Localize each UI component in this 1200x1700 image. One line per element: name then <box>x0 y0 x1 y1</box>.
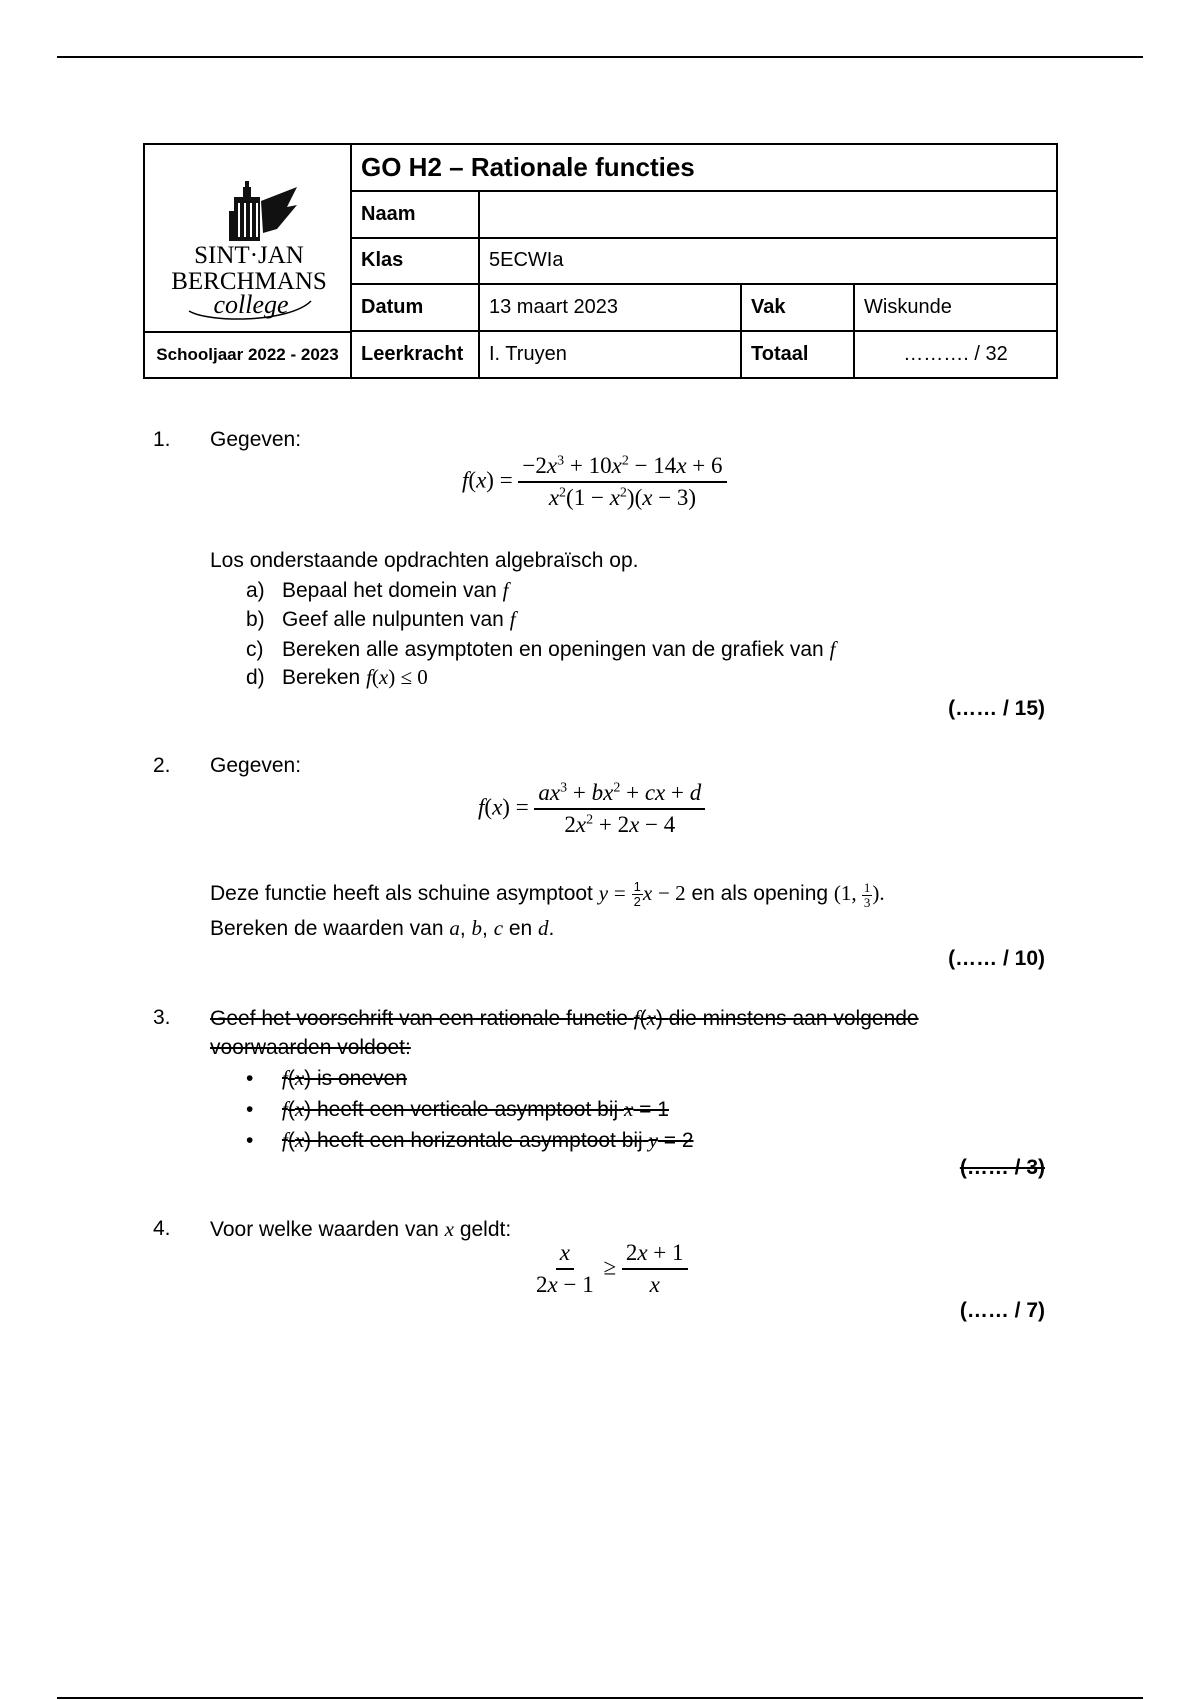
q4-score[interactable]: (…… / 7) <box>959 1299 1045 1322</box>
school-logo-cell <box>144 144 351 378</box>
q2-line2: Bereken de waarden van a, b, c en d. <box>210 916 555 940</box>
naam-field[interactable] <box>479 191 1057 238</box>
leerkracht-value: I. Truyen <box>479 331 741 378</box>
school-year: Schooljaar 2022 - 2023 <box>145 331 350 377</box>
q2-number: 2. <box>153 754 171 777</box>
vak-value: Wiskunde <box>854 284 1057 331</box>
q1-item-c: c) Bereken alle asymptoten en openingen van de grafiek van f <box>246 637 836 661</box>
q1-intro: Gegeven: <box>210 428 302 451</box>
q3-line1: Geef het voorschrift van een rationale functie f(x) die minstens aan volgende <box>210 1006 919 1030</box>
svg-text:BERCHMANS: BERCHMANS <box>171 268 327 295</box>
q1-instruction: Los onderstaande opdrachten algebraïsch op. <box>210 549 639 572</box>
datum-label: Datum <box>351 284 479 331</box>
q4-inequality: $\frac{x}{2x - 1}$ ≥ $\frac{2x + 1}{x}$ <box>532 1240 688 1298</box>
q3-bullet-1: • f(x) is oneven <box>246 1066 407 1090</box>
leerkracht-label: Leerkracht <box>351 331 479 378</box>
q1-item-a: a) Bepaal het domein van f <box>246 578 509 602</box>
q2-formula: f(x) = $\frac{ax^3 + bx^2 + cx + d}{2x^2 + 2x - 4}$ <box>478 780 705 838</box>
q1-item-b: b) Geef alle nulpunten van f <box>246 607 516 631</box>
vak-label: Vak <box>741 284 854 331</box>
school-logo <box>145 145 350 331</box>
q3-bullet-3: • f(x) heeft een horizontale asymptoot bij y = 2 <box>246 1128 694 1152</box>
klas-value: 5ECWIa <box>479 238 1057 285</box>
bottom-rule <box>57 1697 1143 1699</box>
totaal-label: Totaal <box>741 331 854 378</box>
totaal-score-field[interactable]: ………. / 32 <box>854 331 1057 378</box>
klas-label: Klas <box>351 238 479 285</box>
q1-score[interactable]: (…… / 15) <box>948 697 1045 720</box>
naam-label: Naam <box>351 191 479 238</box>
exam-title: GO H2 – Rationale functies <box>351 144 1057 191</box>
svg-text:SINT·JAN: SINT·JAN <box>194 242 304 269</box>
q1-number: 1. <box>153 428 171 451</box>
svg-text:college: college <box>213 290 289 319</box>
q4-intro: Voor welke waarden van x geldt: <box>210 1217 512 1241</box>
school-logo-icon <box>159 159 339 329</box>
q1-item-d: d) Bereken f(x) ≤ 0 <box>246 665 428 689</box>
q1-formula: f(x) = $\frac{-2x^3 + 10x^2 - 14x + 6}{x^2(1 - x^2)(x - 3)}$ <box>462 453 727 511</box>
q3-line2: voorwaarden voldoet: <box>210 1036 411 1059</box>
datum-value: 13 maart 2023 <box>479 284 741 331</box>
q2-intro: Gegeven: <box>210 754 302 777</box>
q3-bullet-2: • f(x) heeft een verticale asymptoot bij x = 1 <box>246 1097 669 1121</box>
header-table <box>143 143 1058 379</box>
q2-line1: Deze functie heeft als schuine asymptoot y = $\frac{1}{2}$ x − 2 en als opening (1, $\frac{1}{3}$ ). <box>210 879 885 910</box>
q4-number: 4. <box>153 1217 171 1240</box>
q3-number: 3. <box>153 1006 171 1029</box>
q2-score[interactable]: (…… / 10) <box>948 947 1045 970</box>
top-rule <box>57 56 1143 58</box>
q3-score[interactable]: (…… / 3) <box>959 1156 1045 1179</box>
